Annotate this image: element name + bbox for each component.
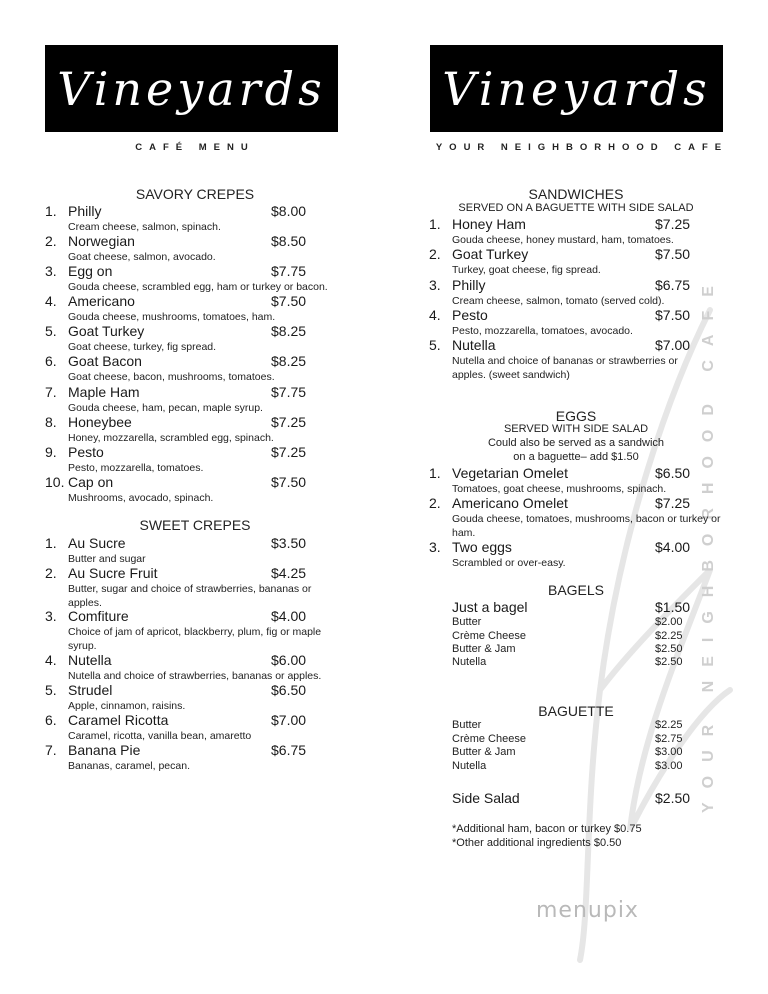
menu-item xyxy=(45,474,345,504)
menu-item-number: 5. xyxy=(45,323,57,339)
menu-item xyxy=(45,203,345,233)
price-row-name: Butter xyxy=(452,719,482,731)
bagel-main-price: $1.50 xyxy=(655,599,691,615)
side-salad-item xyxy=(452,790,702,808)
menu-item-description: Bananas, caramel, pecan. xyxy=(68,760,190,772)
menu-item-description: Gouda cheese, ham, pecan, maple syrup. xyxy=(68,402,263,414)
menu-item-price: $4.00 xyxy=(655,539,691,555)
menu-item-name: Norwegian xyxy=(68,233,135,249)
bagels-title: BAGELS xyxy=(547,582,605,598)
price-row xyxy=(452,615,702,629)
left-logo-text: Vineyards xyxy=(57,61,326,116)
menu-item-name: Pesto xyxy=(68,444,104,460)
menu-item-description: Scrambled or over-easy. xyxy=(452,557,566,569)
menu-item-price: $7.75 xyxy=(271,384,307,400)
menu-item-number: 7. xyxy=(45,384,57,400)
menu-item-name: Americano Omelet xyxy=(452,495,568,511)
menu-item-name: Nutella xyxy=(452,337,496,353)
menu-item-number: 9. xyxy=(45,444,57,460)
menu-item-price: $3.50 xyxy=(271,535,307,551)
eggs-subtitle: SERVED WITH SIDE SALAD xyxy=(503,423,649,435)
menu-item-price: $6.50 xyxy=(271,682,307,698)
menu-item-price: $7.25 xyxy=(655,216,691,232)
menu-item xyxy=(429,216,729,246)
menu-item-description: Nutella and choice of bananas or strawberries or apples. (sweet sandwich) xyxy=(452,355,678,381)
menu-item xyxy=(45,323,345,353)
menu-item xyxy=(429,465,729,495)
menu-item-number: 6. xyxy=(45,353,57,369)
menu-item-name: Cap on xyxy=(68,474,114,490)
eggs-note-line1: Could also be served as a sandwich xyxy=(487,437,665,449)
price-row xyxy=(452,655,702,669)
menu-item-description: Pesto, mozzarella, tomatoes. xyxy=(68,462,204,474)
left-tagline: CAFÉ MENU xyxy=(135,142,255,153)
menu-item-name: Goat Bacon xyxy=(68,353,142,369)
price-row-name: Nutella xyxy=(452,760,487,772)
menu-item-number: 2. xyxy=(429,495,441,511)
menu-item-number: 4. xyxy=(429,307,441,323)
baguette-title: BAGUETTE xyxy=(538,703,614,719)
menu-item-price: $8.25 xyxy=(271,353,307,369)
menu-item-name: Philly xyxy=(68,203,102,219)
menu-item-name: Au Sucre xyxy=(68,535,126,551)
menu-item-name: Au Sucre Fruit xyxy=(68,565,158,581)
menu-item-number: 3. xyxy=(45,608,57,624)
price-row-price: $2.25 xyxy=(655,630,683,642)
menu-item-description: Choice of jam of apricot, blackberry, plum, fig or maple syrup. xyxy=(68,626,322,652)
menu-item-number: 1. xyxy=(45,535,57,551)
price-row xyxy=(452,745,702,759)
menu-item-price: $7.50 xyxy=(655,307,691,323)
menu-item-number: 3. xyxy=(429,539,441,555)
price-row-price: $2.75 xyxy=(655,733,683,745)
menu-item-number: 3. xyxy=(429,277,441,293)
savory-crepes-title: SAVORY CREPES xyxy=(135,186,255,202)
menu-item-description: Nutella and choice of strawberries, bananas or apples. xyxy=(68,670,322,682)
menu-item-price: $7.75 xyxy=(271,263,307,279)
menu-item-number: 1. xyxy=(429,216,441,232)
price-row-price: $2.50 xyxy=(655,643,683,655)
price-row xyxy=(452,759,702,773)
side-salad-price: $2.50 xyxy=(655,790,691,806)
right-logo-banner xyxy=(430,45,723,132)
left-logo-banner xyxy=(45,45,338,132)
menu-item-name: Honey Ham xyxy=(452,216,526,232)
menu-item-number: 5. xyxy=(45,682,57,698)
menu-item xyxy=(429,337,729,381)
menu-item xyxy=(45,293,345,323)
menu-item-description: Goat cheese, salmon, avocado. xyxy=(68,251,216,263)
menu-item-name: Philly xyxy=(452,277,486,293)
price-row-name: Butter & Jam xyxy=(452,746,516,758)
price-row-price: $2.25 xyxy=(655,719,683,731)
vertical-tagline-watermark: YOUR NEIGHBORHOOD CAFE xyxy=(700,272,717,813)
price-row xyxy=(452,629,702,643)
menu-item xyxy=(45,384,345,414)
price-row-price: $2.00 xyxy=(655,616,683,628)
menu-item-number: 4. xyxy=(45,652,57,668)
menu-item-description: Butter, sugar and choice of strawberries, bananas or apples. xyxy=(68,583,312,609)
menu-item-description: Honey, mozzarella, scrambled egg, spinach. xyxy=(68,432,274,444)
menu-item-name: Goat Turkey xyxy=(452,246,529,262)
menu-item-number: 2. xyxy=(45,565,57,581)
right-logo-text: Vineyards xyxy=(442,61,711,116)
sandwiches-subtitle: SERVED ON A BAGUETTE WITH SIDE SALAD xyxy=(458,202,694,214)
menu-item-description: Apple, cinnamon, raisins. xyxy=(68,700,186,712)
menu-item-description: Gouda cheese, mushrooms, tomatoes, ham. xyxy=(68,311,276,323)
menu-item-price: $6.75 xyxy=(271,742,307,758)
menu-item xyxy=(429,277,729,307)
menu-item-price: $7.25 xyxy=(271,444,307,460)
menu-item-description: Pesto, mozzarella, tomatoes, avocado. xyxy=(452,325,633,337)
menu-item xyxy=(45,712,345,742)
menu-item-price: $4.00 xyxy=(271,608,307,624)
menu-item xyxy=(429,495,729,539)
menu-item xyxy=(45,608,345,652)
menu-item xyxy=(429,307,729,337)
menu-item-name: Comfiture xyxy=(68,608,129,624)
menu-item-number: 1. xyxy=(45,203,57,219)
menu-item-number: 4. xyxy=(45,293,57,309)
menu-item-description: Goat cheese, turkey, fig spread. xyxy=(68,341,217,353)
menu-item-price: $8.50 xyxy=(271,233,307,249)
menu-item-name: Honeybee xyxy=(68,414,132,430)
menu-item-price: $7.00 xyxy=(655,337,691,353)
menu-item-number: 1. xyxy=(429,465,441,481)
menu-item-price: $6.50 xyxy=(655,465,691,481)
menu-item-number: 10. xyxy=(45,474,65,490)
menu-item-price: $7.00 xyxy=(271,712,307,728)
menu-item-name: Americano xyxy=(68,293,135,309)
price-row-name: Butter xyxy=(452,616,482,628)
price-row-price: $3.00 xyxy=(655,746,683,758)
menu-item-number: 7. xyxy=(45,742,57,758)
menu-item-description: Cream cheese, salmon, spinach. xyxy=(68,221,221,233)
menu-item-name: Maple Ham xyxy=(68,384,140,400)
menupix-watermark: menupix xyxy=(536,898,639,923)
right-tagline: YOUR NEIGHBORHOOD CAFE xyxy=(435,142,729,153)
menu-item-description: Butter and sugar xyxy=(68,553,146,565)
price-row-name: Butter & Jam xyxy=(452,643,516,655)
menu-item-price: $7.50 xyxy=(655,246,691,262)
menu-item-description: Goat cheese, bacon, mushrooms, tomatoes. xyxy=(68,371,275,383)
menu-item-name: Egg on xyxy=(68,263,113,279)
menu-item-name: Pesto xyxy=(452,307,488,323)
menu-item-description: Tomatoes, goat cheese, mushrooms, spinach. xyxy=(452,483,667,495)
eggs-note-line2: on a baguette– add $1.50 xyxy=(513,451,639,463)
menu-item-name: Nutella xyxy=(68,652,112,668)
menu-item-price: $8.00 xyxy=(271,203,307,219)
menu-item-number: 5. xyxy=(429,337,441,353)
menu-item xyxy=(45,444,345,474)
menu-item-name: Banana Pie xyxy=(68,742,141,758)
price-row-name: Crème Cheese xyxy=(452,630,526,642)
menu-item-price: $7.25 xyxy=(271,414,307,430)
price-row xyxy=(452,718,702,732)
price-row-name: Crème Cheese xyxy=(452,733,526,745)
menu-item-price: $7.50 xyxy=(271,474,307,490)
bagel-main-name: Just a bagel xyxy=(452,599,528,615)
menu-item xyxy=(45,414,345,444)
menu-item-number: 6. xyxy=(45,712,57,728)
menu-item-number: 8. xyxy=(45,414,57,430)
menu-item-description: Cream cheese, salmon, tomato (served cold). xyxy=(452,295,665,307)
sweet-crepes-title: SWEET CREPES xyxy=(139,517,251,533)
menu-item xyxy=(45,233,345,263)
menu-item-number: 2. xyxy=(45,233,57,249)
footnote-2: *Other additional ingredients $0.50 xyxy=(452,837,622,849)
menu-item-price: $7.50 xyxy=(271,293,307,309)
price-row-price: $2.50 xyxy=(655,656,683,668)
menu-item-description: Turkey, goat cheese, fig spread. xyxy=(452,264,601,276)
menu-item xyxy=(429,246,729,276)
menu-item xyxy=(45,652,345,682)
menu-item xyxy=(45,535,345,565)
menu-item-price: $7.25 xyxy=(655,495,691,511)
menu-item xyxy=(45,742,345,772)
menu-item-name: Goat Turkey xyxy=(68,323,145,339)
menu-item-price: $8.25 xyxy=(271,323,307,339)
menu-item-number: 2. xyxy=(429,246,441,262)
menu-item xyxy=(45,565,345,609)
menu-item-price: $6.00 xyxy=(271,652,307,668)
menu-item-description: Gouda cheese, scrambled egg, ham or turkey or bacon. xyxy=(68,281,328,293)
eggs-title: EGGS xyxy=(555,408,597,424)
price-row-name: Nutella xyxy=(452,656,487,668)
menu-item-name: Vegetarian Omelet xyxy=(452,465,568,481)
price-row xyxy=(452,642,702,656)
sandwiches-title: SANDWICHES xyxy=(528,186,624,202)
price-row xyxy=(452,732,702,746)
menu-item-number: 3. xyxy=(45,263,57,279)
footnote-1: *Additional ham, bacon or turkey $0.75 xyxy=(452,823,642,835)
menu-item xyxy=(45,353,345,383)
menu-item-name: Strudel xyxy=(68,682,113,698)
menu-item-name: Caramel Ricotta xyxy=(68,712,169,728)
price-row-price: $3.00 xyxy=(655,760,683,772)
menu-item-description: Caramel, ricotta, vanilla bean, amaretto xyxy=(68,730,252,742)
menu-item-price: $6.75 xyxy=(655,277,691,293)
side-salad-name: Side Salad xyxy=(452,790,520,806)
menu-item-description: Mushrooms, avocado, spinach. xyxy=(68,492,214,504)
menu-item-name: Two eggs xyxy=(452,539,512,555)
menu-item xyxy=(45,263,345,293)
menu-item xyxy=(429,539,729,569)
menu-item-description: Gouda cheese, tomatoes, mushrooms, bacon or turkey or ham. xyxy=(452,513,721,539)
menu-item xyxy=(45,682,345,712)
menu-item-price: $4.25 xyxy=(271,565,307,581)
menu-item-description: Gouda cheese, honey mustard, ham, tomatoes. xyxy=(452,234,674,246)
